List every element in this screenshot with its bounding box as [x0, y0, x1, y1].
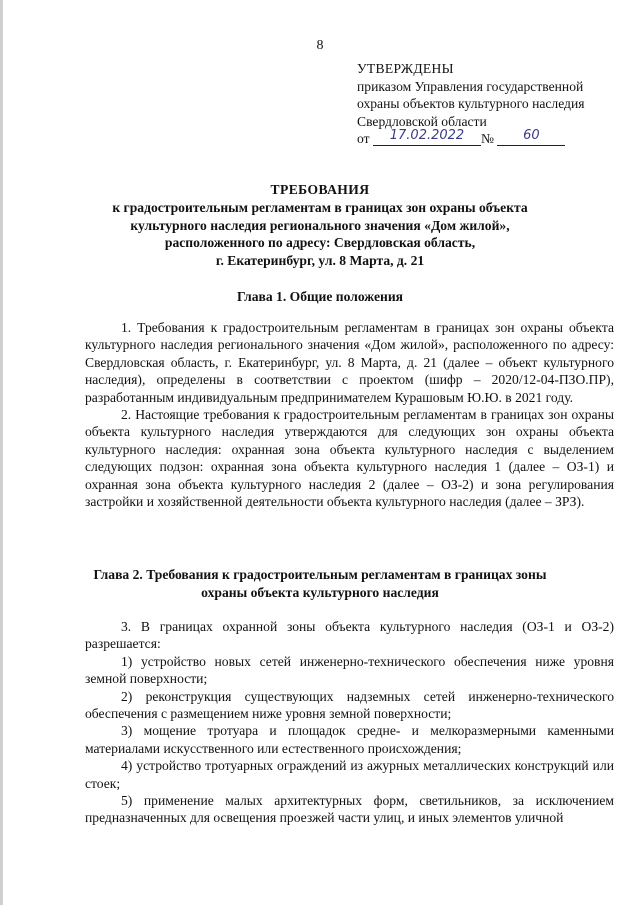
list-item: 1) устройство новых сетей инженерно-технического обеспечения ниже уровня земной поверхности; [85, 653, 614, 687]
date-field [373, 130, 481, 146]
handwritten-number: 60 [523, 128, 540, 144]
document-title [0, 181, 640, 270]
date-prefix: от [357, 131, 370, 147]
page-edge [0, 0, 3, 905]
document-title-name: ТРЕБОВАНИЯ [270, 182, 370, 197]
paragraph: 3. В границах охранной зоны объекта культурного наследия (ОЗ-1 и ОЗ-2) разрешается: [85, 619, 614, 652]
handwritten-date: 17.02.2022 [389, 128, 465, 144]
chapter-2-heading [0, 566, 640, 602]
approval-line: приказом Управления государственной [357, 78, 584, 94]
number-field [497, 130, 565, 146]
document-title-line: культурного наследия регионального значения «Дом жилой», [130, 217, 510, 233]
approval-line: охраны объектов культурного наследия [357, 96, 585, 112]
document-title-line: расположенного по адресу: Свердловская область, [164, 235, 476, 251]
approval-title: УТВЕРЖДЕНЫ [357, 61, 454, 76]
document-title-line: к градостроительным регламентам в границах зон охраны объекта [112, 199, 528, 215]
list-item: 5) применение малых архитектурных форм, светильников, за исключением предназначенных для освещения проезжей части улиц, и иных элементов уличной [85, 793, 614, 826]
list-item: 2) реконструкция существующих надземных сетей инженерно-технического обеспечения с размещением ниже уровня земной поверхности; [85, 688, 614, 722]
chapter-1-heading: Глава 1. Общие положения [236, 289, 404, 304]
paragraph: 1. Требования к градостроительным регламентам в границах зон охраны объекта культурного наследия регионального значения «Дом жилой», расположенного по адресу: Свердловская область, г. Екатеринбург, ул. 8 Марта, д. 21 (далее – объект культурного наследия), определены в соответствии с проектом (шифр – 2020/12-04-ПЗО.ПР), разработанным индивидуальным предпринимателем Курашовым Ю.Ю. в 2021 году. [85, 320, 614, 405]
paragraph: 2. Настоящие требования к градостроительным регламентам в границах зон охраны объекта культурного наследия утверждаются для следующих зон охраны объекта культурного наследия: охранная зона объекта культурного наследия с выделением следующих подзон: охранная зона объекта культурного наследия 1 (далее – ОЗ-1) и охранная зона объекта культурного наследия 2 (далее – ОЗ-2) и зона регулирования застройки и хозяйственной деятельности объекта культурного наследия (далее – ЗРЗ). [85, 407, 614, 510]
chapter-1-body [85, 319, 614, 510]
chapter-2-heading-line: охраны объекта культурного наследия [201, 584, 439, 600]
list-item: 4) устройство тротуарных ограждений из ажурных металлических конструкций или стоек; [85, 758, 614, 791]
approval-date-number [357, 130, 629, 148]
document-title-line: г. Екатеринбург, ул. 8 Марта, д. 21 [215, 253, 425, 269]
approval-line: Свердловской области [357, 113, 487, 129]
approval-block [357, 60, 629, 148]
chapter-2-body [85, 618, 614, 827]
chapter-2-heading-line: Глава 2. Требования к градостроительным регламентам в границах зоны [93, 567, 547, 582]
number-prefix: № [480, 131, 494, 147]
page-number: 8 [316, 38, 324, 53]
list-item: 3) мощение тротуара и площадок средне- и мелкоразмерными каменными материалами искусственного или естественного происхождения; [85, 723, 614, 756]
